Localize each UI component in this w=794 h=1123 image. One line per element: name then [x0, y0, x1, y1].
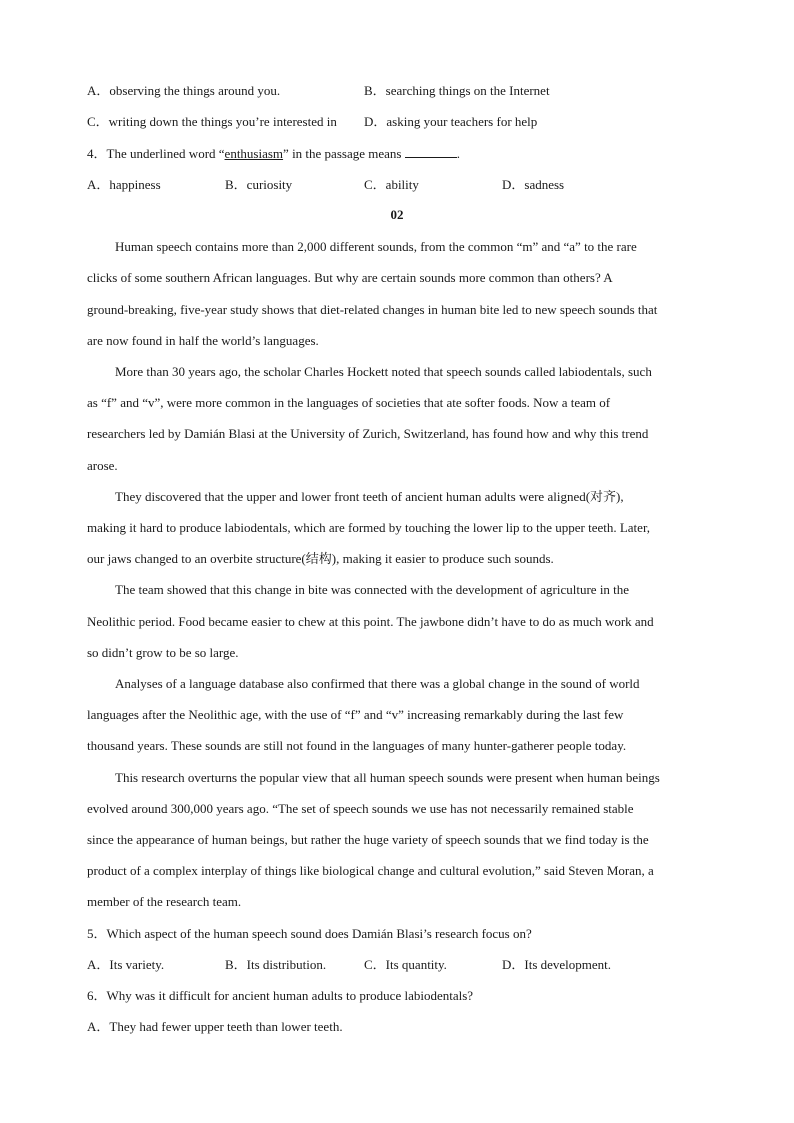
section-number: 02	[390, 207, 404, 222]
passage-line: languages after the Neolithic age, with the use of “f” and “v” increasing remarkably during the last few	[87, 707, 624, 722]
passage-line: member of the research team.	[87, 894, 242, 909]
passage-line: ground-breaking, five-year study shows that diet-related changes in human bite led to new speech sounds that	[87, 302, 658, 317]
passage-line: evolved around 300,000 years ago. “The set of speech sounds we use has not necessarily remained stable	[87, 801, 634, 816]
passage-line: making it hard to produce labiodentals, which are formed by touching the lower lip to the upper teeth. Later,	[87, 520, 650, 535]
passage-line: Neolithic period. Food became easier to chew at this point. The jawbone didn’t have to do as much work and	[87, 614, 654, 629]
q6-stem: 6．Why was it difficult for ancient human adults to produce labiodentals?	[87, 988, 474, 1003]
q4-option-a: A．happiness	[87, 177, 161, 192]
passage-line: product of a complex interplay of things like biological change and cultural evolution,” said Steven Moran, a	[87, 863, 654, 878]
q4-stem-after: ” in the passage means	[283, 146, 402, 161]
q3-option-d: D．asking your teachers for help	[364, 114, 538, 129]
passage-line: More than 30 years ago, the scholar Charles Hockett noted that speech sounds called labiodentals, such	[115, 364, 652, 379]
q5-option-d: D．Its development.	[502, 957, 612, 972]
q4-option-c: C．ability	[364, 177, 419, 192]
passage-line: so didn’t grow to be so large.	[87, 645, 239, 660]
q5-option-c: C．Its quantity.	[364, 957, 447, 972]
q4-option-b: B．curiosity	[225, 177, 293, 192]
passage-line: They discovered that the upper and lower front teeth of ancient human adults were aligned(对齐),	[115, 489, 624, 504]
passage-line: This research overturns the popular view that all human speech sounds were present when human beings	[115, 770, 660, 785]
q3-option-c: C．writing down the things you’re interested in	[87, 114, 337, 129]
passage-line: arose.	[87, 458, 118, 473]
q4-stem	[87, 146, 460, 162]
passage-line: The team showed that this change in bite was connected with the development of agriculture in the	[115, 582, 630, 597]
q4-stem-end: .	[456, 146, 460, 161]
q4-stem-before: 4．The underlined word “	[87, 146, 225, 161]
passage-line: Analyses of a language database also confirmed that there was a global change in the sound of world	[115, 676, 640, 691]
passage-line: since the appearance of human beings, but rather the huge variety of speech sounds that we find today is the	[87, 832, 649, 847]
q5-option-a: A．Its variety.	[87, 957, 165, 972]
q5-option-b: B．Its distribution.	[225, 957, 327, 972]
passage-line: researchers led by Damián Blasi at the University of Zurich, Switzerland, has found how and why this trend	[87, 426, 649, 441]
q3-option-a: A．observing the things around you.	[87, 83, 281, 98]
q5-stem: 5．Which aspect of the human speech sound does Damián Blasi’s research focus on?	[87, 926, 532, 941]
passage-line: our jaws changed to an overbite structure(结构), making it easier to produce such sounds.	[87, 551, 554, 566]
q6-option-a: A．They had fewer upper teeth than lower teeth.	[87, 1019, 343, 1034]
q4-option-d: D．sadness	[502, 177, 565, 192]
q4-underlined-word: enthusiasm	[224, 146, 284, 161]
passage-line: Human speech contains more than 2,000 different sounds, from the common “m” and “a” to the rare	[115, 239, 637, 254]
q3-option-b: B．searching things on the Internet	[364, 83, 550, 98]
passage-line: are now found in half the world’s languages.	[87, 333, 319, 348]
passage-line: thousand years. These sounds are still not found in the languages of many hunter-gatherer people today.	[87, 738, 627, 753]
passage-line: as “f” and “v”, were more common in the languages of societies that ate softer foods. Now a team of	[87, 395, 611, 410]
q4-answer-blank	[405, 146, 457, 158]
passage-line: clicks of some southern African languages. But why are certain sounds more common than others? A	[87, 270, 613, 285]
